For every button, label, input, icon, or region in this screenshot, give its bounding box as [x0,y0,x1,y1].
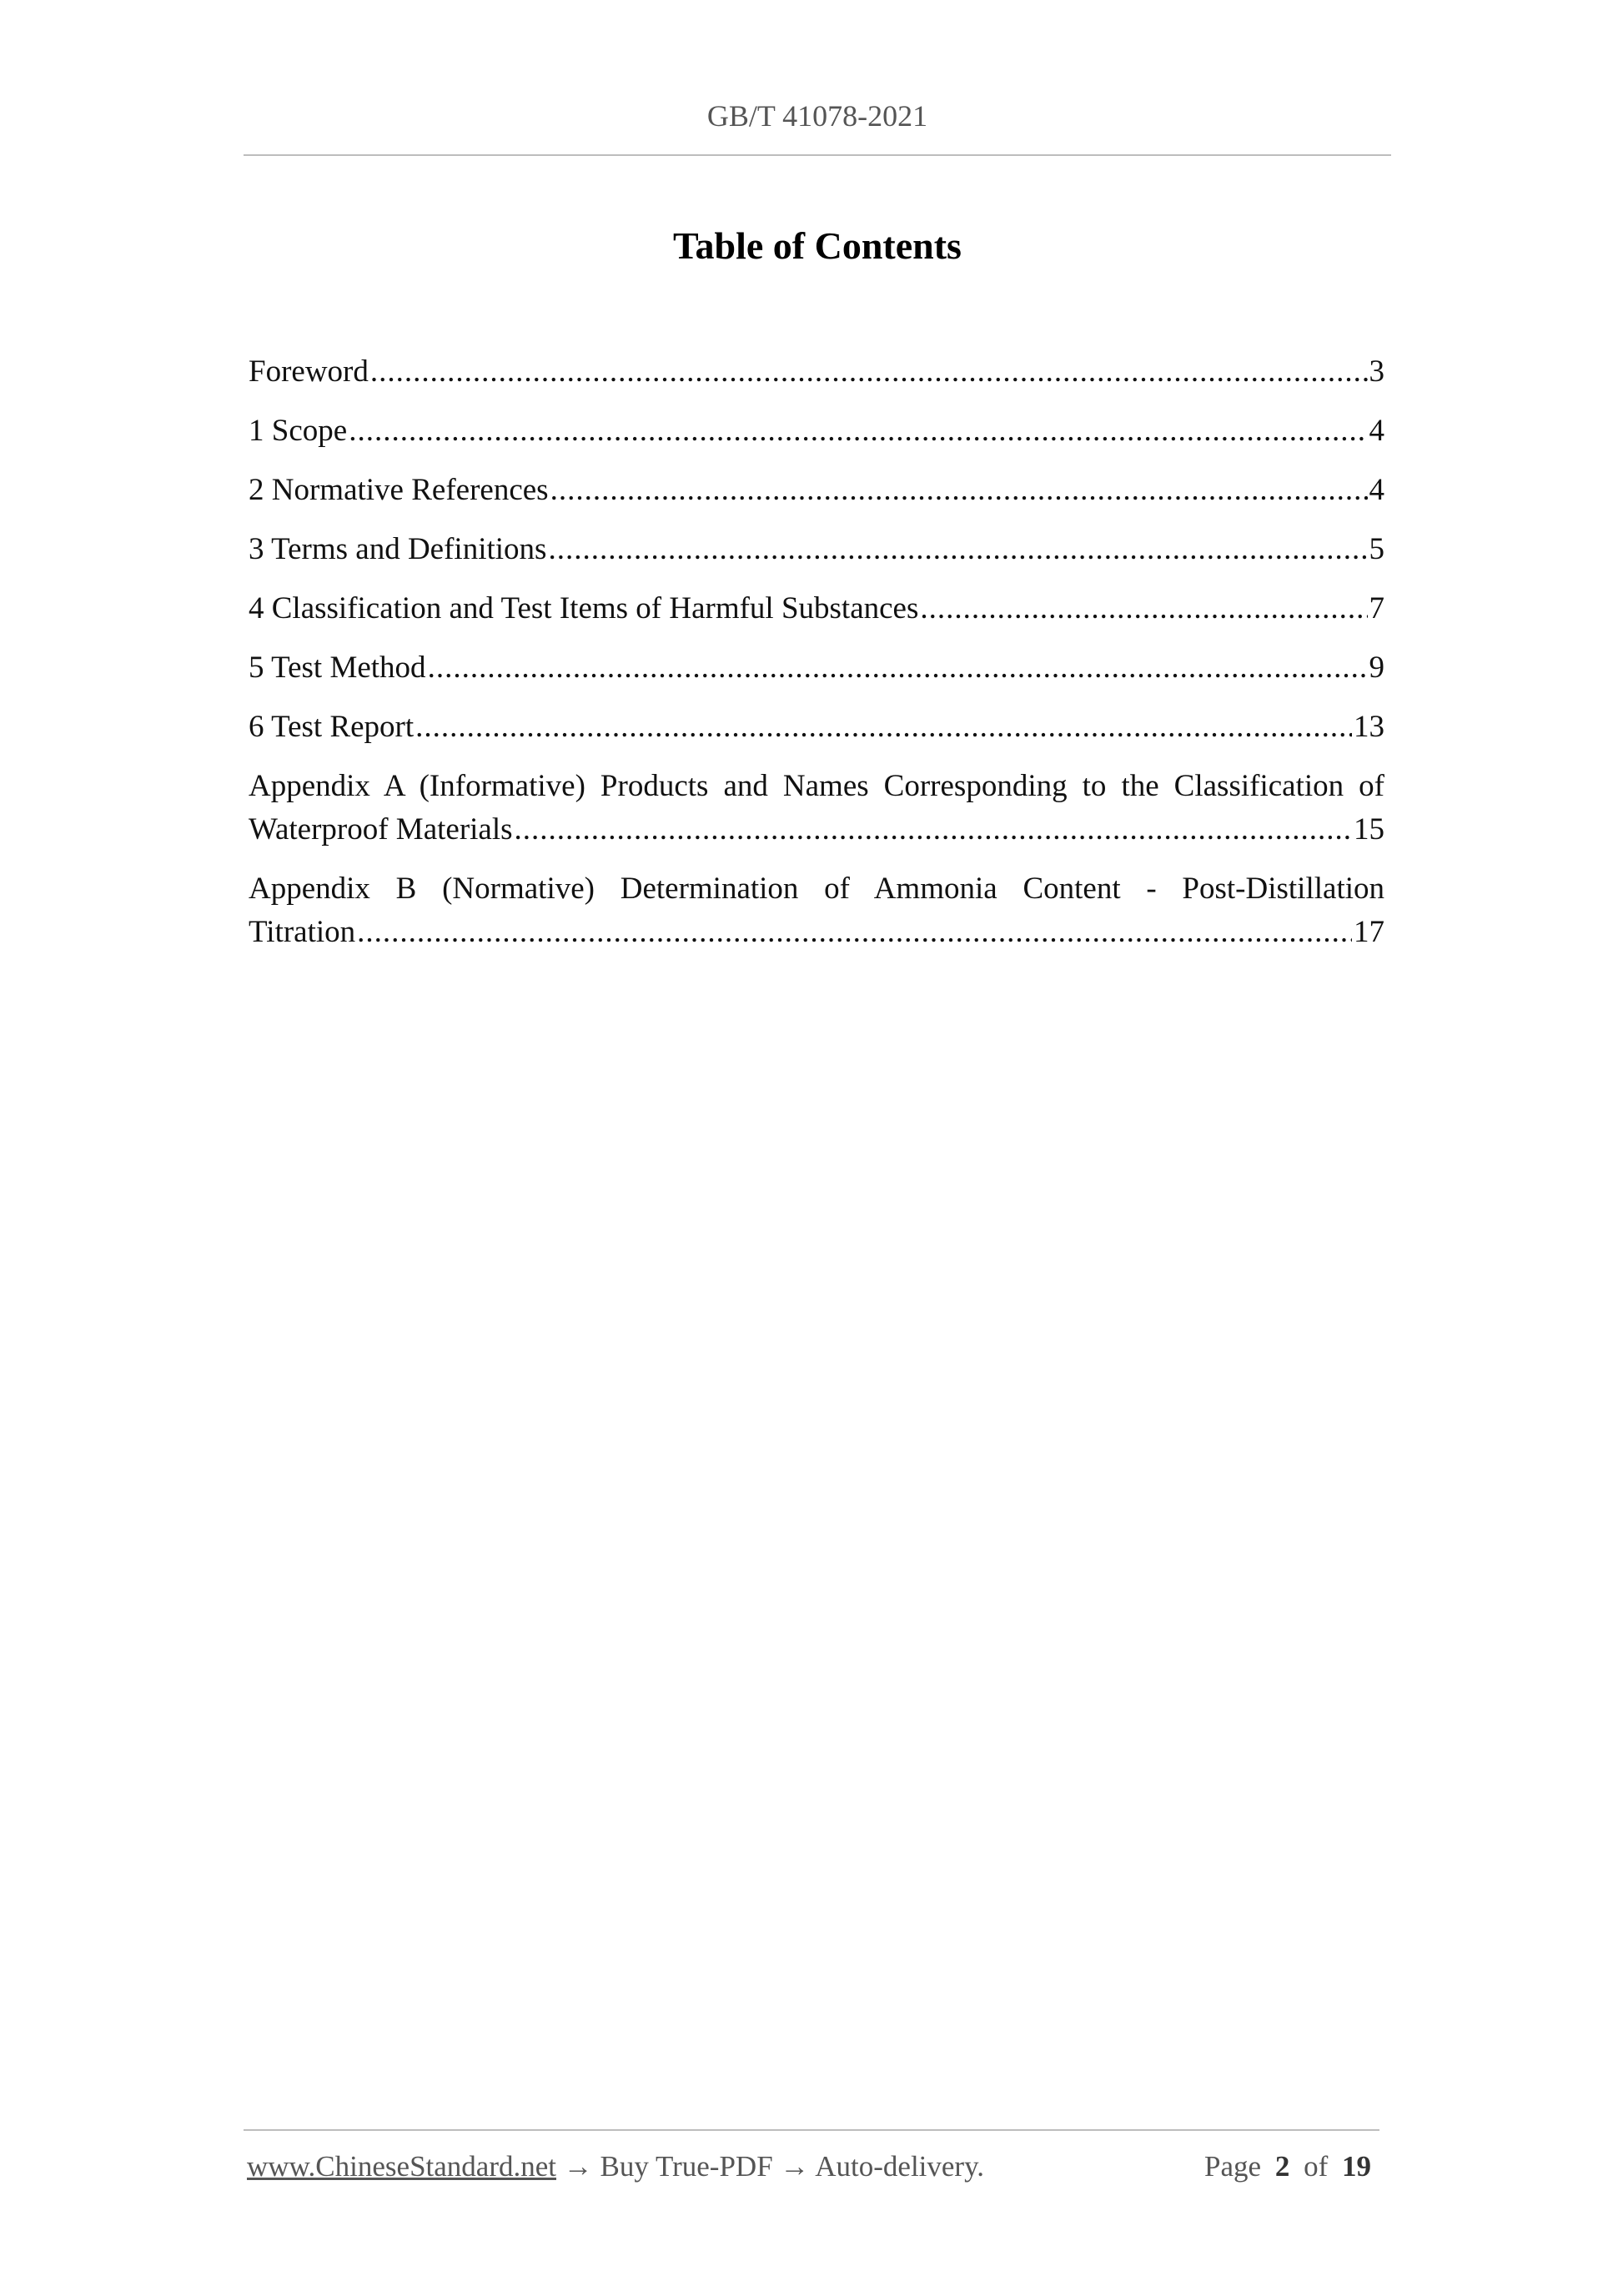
dot-leader [548,528,1367,571]
toc-entry-terms-and-definitions[interactable] [249,528,1384,571]
toc-entry-label: 6 Test Report [249,710,415,744]
toc-entry-label: 4 Classification and Test Items of Harmful Substances [249,591,919,625]
dot-leader [415,706,1352,749]
toc-entry-page: 5 [1369,532,1384,566]
toc-entry-page: 15 [1354,812,1384,847]
buy-text: Buy True-PDF [600,2150,773,2183]
dot-leader [370,350,1368,394]
toc-entry-page: 17 [1354,915,1384,949]
toc-entry-page: 9 [1369,651,1384,685]
toc-entry-label-line1: Appendix A (Informative) Products and Names Corresponding to the Classification of [249,769,1384,803]
toc-entry-foreword[interactable] [249,350,1384,394]
toc-entry-test-report[interactable] [249,706,1384,749]
toc-entry-test-method[interactable] [249,646,1384,690]
arrow-icon: → [563,2150,593,2183]
toc-entry-appendix-a[interactable] [249,765,1384,852]
dot-leader [550,469,1368,512]
toc-entry-page: 13 [1354,710,1384,744]
toc-entry-page: 4 [1369,414,1384,448]
page-title: Table of Contents [673,224,962,267]
toc-entry-label: 3 Terms and Definitions [249,532,547,566]
dot-leader [349,409,1367,453]
page-indicator [1204,2150,1378,2183]
toc-entry-page: 4 [1369,473,1384,507]
toc-entry-normative-references[interactable] [249,469,1384,512]
current-page-number: 2 [1274,2150,1290,2183]
header-divider [244,154,1391,156]
footer-promo [247,2150,984,2183]
dot-leader [428,646,1368,690]
arrow-icon: → [780,2150,810,2183]
delivery-text: Auto-delivery. [815,2150,985,2183]
page-footer [247,2150,1378,2183]
table-of-contents [249,350,1384,970]
running-header: GB/T 41078-2021 [706,99,928,133]
footer-divider [244,2129,1379,2131]
page-word: Page [1204,2150,1262,2183]
toc-entry-scope[interactable] [249,409,1384,453]
toc-entry-page: 7 [1369,591,1384,625]
toc-entry-label-line2: Titration [249,915,356,949]
toc-entry-page: 3 [1369,354,1384,389]
website-link[interactable]: www.ChineseStandard.net [247,2150,556,2183]
toc-entry-line2 [249,808,1384,852]
toc-entry-label-line2: Waterproof Materials [249,812,513,847]
toc-entry-label: 1 Scope [249,414,348,448]
dot-leader [515,808,1352,852]
dot-leader [920,587,1367,631]
toc-entry-label-line1: Appendix B (Normative) Determination of Ammonia Content - Post-Distillation [249,872,1384,906]
toc-entry-label: 5 Test Method [249,651,426,685]
toc-entry-line2 [249,911,1384,954]
of-word: of [1304,2150,1329,2183]
total-pages-number: 19 [1342,2150,1371,2183]
toc-entry-label: 2 Normative References [249,473,549,507]
toc-entry-appendix-b[interactable] [249,867,1384,954]
toc-entry-classification[interactable] [249,587,1384,631]
toc-entry-label: Foreword [249,354,369,389]
dot-leader [357,911,1352,954]
